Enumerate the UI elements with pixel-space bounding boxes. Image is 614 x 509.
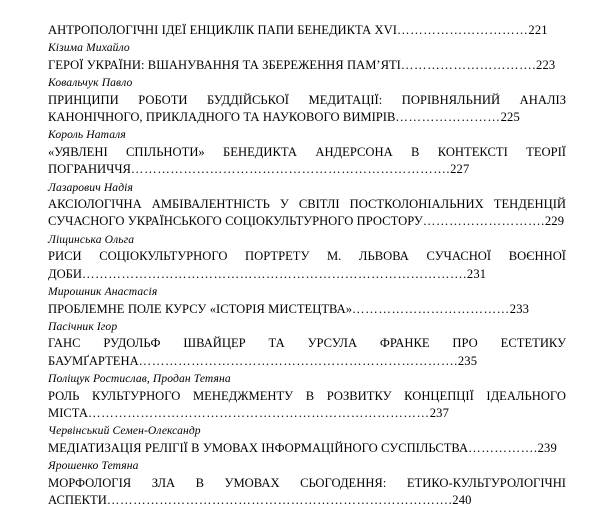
toc-entry-title: РИСИ СОЦІОКУЛЬТУРНОГО ПОРТРЕТУ М. ЛЬВОВА СУЧАСНОЇ ВОЄННОЇ ДОБИ [48,249,566,281]
toc-entry-dot-leader: …………………………………………………………………… [87,405,430,420]
toc-entry-page-number: 229 [544,214,565,229]
toc-entry-title-line[interactable] [48,335,566,370]
toc-entry-title: МЕДІАТИЗАЦІЯ РЕЛІГІЇ В УМОВАХ ІНФОРМАЦІЙНОГО СУСПІЛЬСТВА [48,440,469,455]
toc-entry-tail [352,302,529,316]
toc-entry[interactable] [48,422,566,457]
toc-entry[interactable] [48,126,566,178]
toc-entry-title: ПРИНЦИПИ РОБОТИ БУДДІЙСЬКОЇ МЕДИТАЦІЇ: ПОРІВНЯЛЬНИЙ АНАЛІЗ КАНОНІЧНОГО, ПРИКЛАДНОГО ТА НАУКОВОГО ВИМІРІВ [48,92,566,125]
toc-entry-page-number: 235 [457,353,478,368]
toc-entry-dot-leader: ………………………. [422,214,545,229]
toc-entry[interactable] [48,74,566,126]
toc-entry-dot-leader: ………………………………………………………………. [138,353,458,368]
toc-entry-author: Поліщук Ростислав, Продан Тетяна [48,372,231,386]
toc-entry-dot-leader: ………………………………………………………………. [130,162,451,177]
toc-entry-title-line[interactable] [48,388,566,423]
toc-entry-title: РОЛЬ КУЛЬТУРНОГО МЕНЕДЖМЕНТУ В РОЗВИТКУ КОНЦЕПЦІЇ ІДЕАЛЬНОГО МІСТА [48,388,566,420]
toc-entry-dot-leader: …………………… [395,110,501,125]
toc-entry-dot-leader: ……………………………………………………………………………. [82,266,467,281]
toc-entry-author: Ліщинська Ольга [48,232,135,246]
toc-entry-tail [401,58,555,72]
toc-entry-tail [139,354,478,368]
toc-entry[interactable] [48,231,566,283]
toc-entry-author: Кізима Михайло [48,41,130,55]
toc-entry-page-number: 221 [528,23,548,37]
toc-entry-dot-leader: ……………………………… [352,301,510,316]
toc-entry[interactable] [48,457,566,509]
toc-entry-page-number: 237 [429,405,450,420]
toc-entry-tail [395,110,520,124]
toc-entry-dot-leader: …………………………. [400,57,537,72]
toc-entry-tail [82,267,486,281]
toc-entry-title-line[interactable] [48,440,566,457]
toc-entry-page-number: 225 [500,110,520,125]
toc-entry-author: Пасічник Ігор [48,319,118,333]
toc-entry-title-line[interactable] [48,196,566,231]
toc-entry-title: ГЕРОЇ УКРАЇНИ: ВШАНУВАННЯ ТА ЗБЕРЕЖЕННЯ ПАМ’ЯТІ [48,57,401,72]
toc-entry-title-line[interactable] [48,57,566,74]
toc-entry-title-line[interactable] [48,301,566,318]
toc-entry-tail [88,406,449,420]
toc-entry-tail [423,214,564,228]
toc-entry-title-line[interactable] [48,144,566,179]
toc-entry[interactable] [48,283,566,318]
toc-entry-tail [107,493,472,507]
toc-entry-title: ГАНС РУДОЛЬФ ШВАЙЦЕР ТА УРСУЛА ФРАНКЕ ПРО ЕСТЕТИКУ БАУМҐАРТЕНА [48,336,566,368]
toc-entry-tail [131,162,470,176]
toc-entry-dot-leader: ………………………… [396,23,529,37]
toc-entry-author: Мирошник Анастасія [48,285,158,299]
toc-entry-tail [468,441,557,455]
toc-entry-page-number: 240 [452,492,472,507]
toc-entry-dot-leader: ……………. [468,440,538,455]
toc-entry-title-line[interactable] [48,248,566,283]
toc-entry-title-line[interactable] [48,475,566,509]
toc-entry-page-number: 227 [450,162,470,177]
toc-entry-title: АКСІОЛОГІЧНА АМБІВАЛЕНТНІСТЬ У СВІТЛІ ПОСТКОЛОНІАЛЬНИХ ТЕНДЕНЦІЙ СУЧАСНОГО УКРАЇНСЬКОГО СОЦІОКУЛЬТУРНОГО ПРОСТОРУ [48,197,566,229]
toc-entry-title: «УЯВЛЕНІ СПІЛЬНОТИ» БЕНЕДИКТА АНДЕРСОНА В КОНТЕКСТІ ТЕОРІЇ ПОГРАНИЧЧЯ [48,144,566,177]
toc-entry[interactable] [48,318,566,370]
toc-entry[interactable] [48,179,566,231]
toc-entry-list [48,22,566,509]
toc-entry-page-number: 233 [509,301,530,316]
toc-entry-title: ПРОБЛЕМНЕ ПОЛЕ КУРСУ «ІСТОРІЯ МИСТЕЦТВА» [48,301,353,316]
toc-entry-page-number: 231 [466,266,487,281]
toc-entry-tail [397,23,548,37]
toc-entry[interactable] [48,39,566,74]
toc-entry-dot-leader: ……………………………………………………………………. [106,492,453,507]
toc-entry-author: Червінський Семен-Олександр [48,424,201,438]
toc-entry-page-number: 223 [536,57,556,72]
toc-entry-author: Ярошенко Тетяна [48,459,139,473]
toc-entry[interactable] [48,370,566,422]
toc-entry-author: Лазарович Надія [48,180,133,194]
toc-entry-author: Ковальчук Павло [48,76,133,90]
toc-entry-title: АНТРОПОЛОГІЧНІ ІДЕЇ ЕНЦИКЛІК ПАПИ БЕНЕДИКТА XVI [48,23,397,37]
toc-entry-title-line[interactable] [48,22,566,39]
toc-entry[interactable] [48,22,566,39]
toc-entry-page-number: 239 [537,440,557,455]
toc-entry-author: Король Наталя [48,128,126,142]
toc-entry-title-line[interactable] [48,92,566,127]
toc-entry-title: МОРФОЛОГІЯ ЗЛА В УМОВАХ СЬОГОДЕННЯ: ЕТИКО-КУЛЬТУРОЛОГІЧНІ АСПЕКТИ [48,475,566,507]
